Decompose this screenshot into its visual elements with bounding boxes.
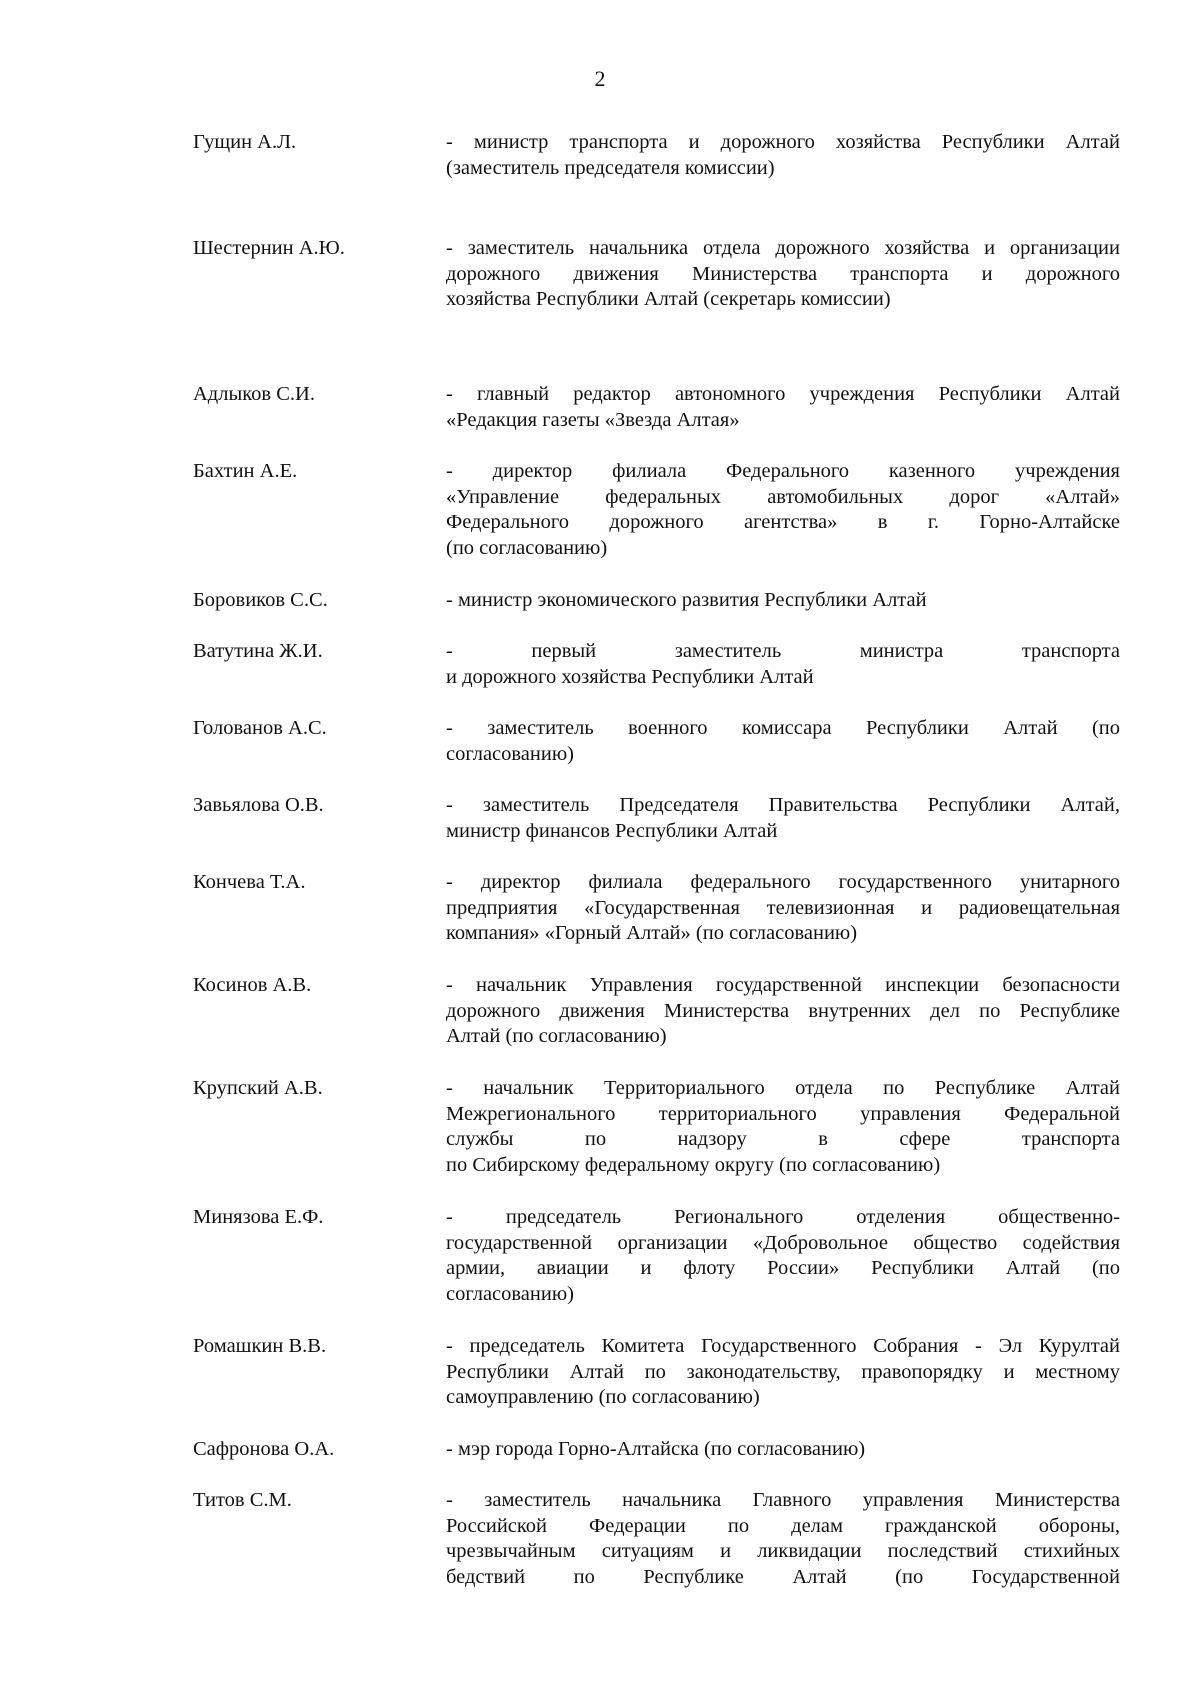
member-name: Ромашкин В.В. — [193, 1335, 327, 1357]
role-line: Межрегионального территориального управления Федеральной — [446, 1102, 1120, 1125]
member-name: Титов С.М. — [193, 1489, 292, 1511]
member-name: Минязова Е.Ф. — [193, 1206, 324, 1228]
role-line: и дорожного хозяйства Республики Алтай — [446, 665, 814, 688]
role-line: министр финансов Республики Алтай — [446, 819, 778, 842]
member-name: Голованов А.С. — [193, 717, 327, 739]
page-number: 2 — [594, 66, 606, 91]
member-role — [446, 459, 1120, 561]
role-line: - главный редактор автономного учреждения Республики Алтай — [446, 383, 1120, 405]
member-role — [446, 973, 1120, 1050]
member-name: Кончева Т.А. — [193, 871, 306, 893]
member-name: Гущин А.Л. — [193, 131, 297, 153]
member-role — [446, 382, 1120, 433]
member-name: Бахтин А.Е. — [193, 460, 298, 482]
role-line: согласованию) — [446, 1282, 574, 1305]
role-line: по Сибирскому федеральному округу (по согласованию) — [446, 1153, 941, 1176]
member-role — [446, 716, 1120, 767]
member-name: Боровиков С.С. — [193, 589, 328, 611]
role-line: - директор филиала федерального государственного унитарного — [446, 871, 1120, 893]
member-role — [446, 588, 1120, 614]
role-line: - директор филиала Федерального казенного учреждения — [446, 460, 1120, 482]
role-line: дорожного движения Министерства транспорта и дорожного — [446, 262, 1120, 285]
member-name: Крупский А.В. — [193, 1077, 323, 1099]
role-line: хозяйства Республики Алтай (секретарь комиссии) — [446, 288, 891, 311]
role-line: (заместитель председателя комиссии) — [446, 156, 775, 179]
role-line: «Управление федеральных автомобильных дорог «Алтай» — [446, 485, 1120, 508]
member-name: Адлыков С.И. — [193, 383, 315, 405]
member-role — [446, 793, 1120, 844]
role-line: - первый заместитель министра транспорта — [446, 640, 1120, 662]
role-line: дорожного движения Министерства внутренних дел по Республике — [446, 999, 1120, 1022]
role-line: - заместитель военного комиссара Республики Алтай (по — [446, 717, 1120, 739]
role-line: чрезвычайным ситуациям и ликвидации последствий стихийных — [446, 1540, 1120, 1563]
member-name: Шестернин А.Ю. — [193, 237, 345, 259]
role-line: - заместитель Председателя Правительства Республики Алтай, — [446, 794, 1120, 816]
member-role — [446, 130, 1120, 181]
member-name: Сафронова О.А. — [193, 1438, 335, 1460]
member-role — [446, 1334, 1120, 1411]
role-line: Алтай (по согласованию) — [446, 1025, 667, 1048]
member-role — [446, 1437, 1120, 1463]
role-line: государственной организации «Добровольное общество содействия — [446, 1231, 1120, 1254]
role-line: (по согласованию) — [446, 536, 608, 559]
role-line: «Редакция газеты «Звезда Алтая» — [446, 408, 740, 431]
role-line: армии, авиации и флоту России» Республики Алтай (по — [446, 1257, 1120, 1280]
role-line: - председатель Регионального отделения общественно- — [446, 1206, 1120, 1228]
role-line: Республики Алтай по законодательству, правопорядку и местному — [446, 1360, 1120, 1383]
role-line: компания» «Горный Алтай» (по согласованию) — [446, 922, 858, 945]
role-line: - министр экономического развития Республики Алтай — [446, 589, 927, 611]
role-line: - мэр города Горно-Алтайска (по согласованию) — [446, 1438, 866, 1460]
role-line: согласованию) — [446, 742, 574, 765]
member-role — [446, 1488, 1120, 1590]
role-line: - заместитель начальника Главного управления Министерства — [446, 1489, 1120, 1511]
member-name: Завьялова О.В. — [193, 794, 324, 816]
role-line: - начальник Территориального отдела по Республике Алтай — [446, 1077, 1120, 1099]
member-role — [446, 639, 1120, 690]
member-name: Косинов А.В. — [193, 974, 312, 996]
role-line: - председатель Комитета Государственного Собрания - Эл Курултай — [446, 1335, 1120, 1357]
role-line: предприятия «Государственная телевизионная и радиовещательная — [446, 896, 1120, 919]
member-role — [446, 1076, 1120, 1178]
role-line: службы по надзору в сфере транспорта — [446, 1128, 1120, 1151]
role-line: бедствий по Республике Алтай (по Государственной — [446, 1565, 1120, 1588]
role-line: Российской Федерации по делам гражданской обороны, — [446, 1514, 1120, 1537]
member-role — [446, 870, 1120, 947]
role-line: - заместитель начальника отдела дорожного хозяйства и организации — [446, 237, 1120, 259]
role-line: самоуправлению (по согласованию) — [446, 1386, 760, 1409]
role-line: - министр транспорта и дорожного хозяйства Республики Алтай — [446, 131, 1120, 153]
role-line: Федерального дорожного агентства» в г. Горно-Алтайске — [446, 511, 1120, 534]
member-role — [446, 236, 1120, 313]
member-name: Ватутина Ж.И. — [193, 640, 323, 662]
member-role — [446, 1205, 1120, 1307]
role-line: - начальник Управления государственной инспекции безопасности — [446, 974, 1120, 996]
